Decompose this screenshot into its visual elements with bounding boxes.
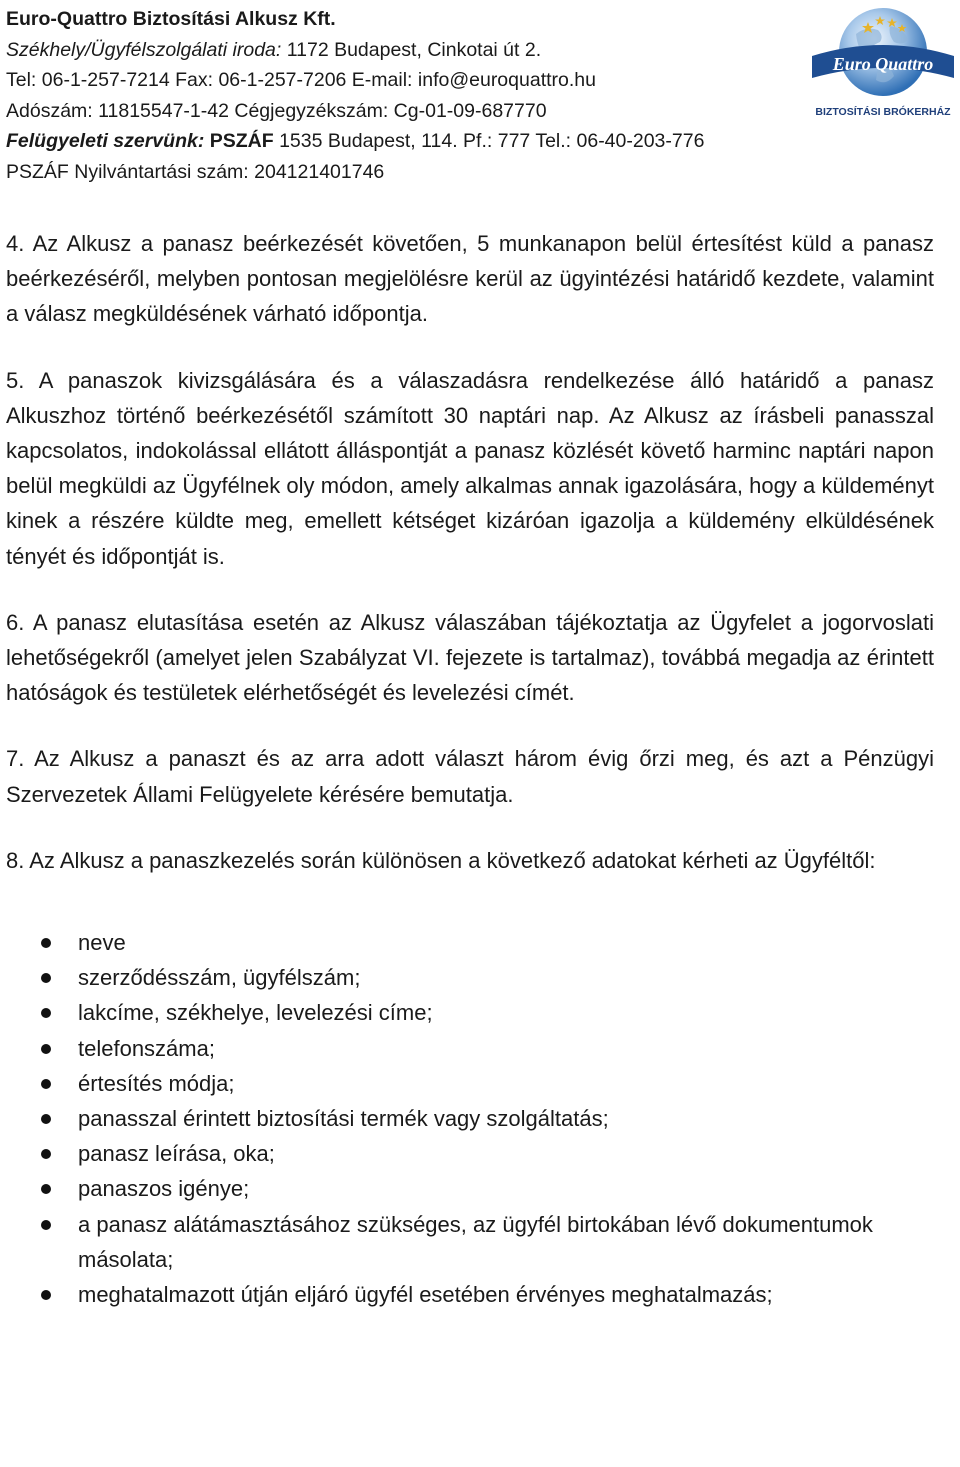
- list-item: meghatalmazott útján eljáró ügyfél esetében érvényes meghatalmazás;: [6, 1277, 934, 1312]
- list-item: értesítés módja;: [6, 1066, 934, 1101]
- bullet-icon: [41, 1044, 51, 1054]
- paragraph-6: 6. A panasz elutasítása esetén az Alkusz válaszában tájékoztatja az Ügyfelet a jogorvoslati lehetőségekről (amelyet jelen Szabályzat VI. fejezete is tartalmaz), továbbá megadja az érintett hatóságok és testületek elérhetőségét és levelezési címét.: [6, 609, 934, 706]
- list-item: telefonszáma;: [6, 1031, 934, 1066]
- paragraph-7: 7. Az Alkusz a panaszt és az arra adott választ három évig őrzi meg, és azt a Pénzügyi Szervezetek Állami Felügyelete kérésére bemutatja.: [6, 746, 934, 807]
- bullet-icon: [41, 938, 51, 948]
- paragraph-8: 8. Az Alkusz a panaszkezelés során különösen a következő adatokat kérheti az Ügyféltől:: [6, 847, 876, 873]
- bullet-icon: [41, 1079, 51, 1089]
- euro-quattro-logo: [808, 4, 958, 122]
- list-item: neve: [6, 925, 934, 960]
- bullet-icon: [41, 1184, 51, 1194]
- list-item: a panasz alátámasztásához szükséges, az ügyfél birtokában lévő dokumentumok másolata;: [6, 1207, 934, 1277]
- bullet-icon: [41, 1008, 51, 1018]
- bullet-icon: [41, 1114, 51, 1124]
- tax-line: Adószám: 11815547-1-42 Cégjegyzékszám: Cg-01-09-687770: [6, 99, 547, 122]
- letterhead: [6, 4, 796, 187]
- registry-line: PSZÁF Nyilvántartási szám: 204121401746: [6, 160, 385, 183]
- bullet-icon: [41, 1149, 51, 1159]
- list-item: panaszos igénye;: [6, 1171, 934, 1206]
- contact-line: Tel: 06-1-257-7214 Fax: 06-1-257-7206 E-mail: info@euroquattro.hu: [6, 69, 596, 91]
- supervisor-name: PSZÁF: [204, 130, 274, 152]
- supervisor-line: [6, 126, 796, 157]
- logo-brand-text: Euro Quattro: [832, 54, 934, 74]
- list-item: panasz leírása, oka;: [6, 1136, 934, 1171]
- office-address: [6, 35, 796, 66]
- list-item: panasszal érintett biztosítási termék vagy szolgáltatás;: [6, 1101, 934, 1136]
- company-name: Euro-Quattro Biztosítási Alkusz Kft.: [6, 8, 336, 30]
- office-value: 1172 Budapest, Cinkotai út 2.: [281, 38, 542, 61]
- paragraph-4: 4. Az Alkusz a panasz beérkezését követően, 5 munkanapon belül értesítést küld a panasz beérkezéséről, melyben pontosan megjelölésre kerül az ügyintézési határidő kezdete, valamint a válasz megküldésének várható időpontja.: [6, 231, 934, 327]
- requested-data-list: [6, 925, 934, 1312]
- bullet-icon: [41, 1220, 51, 1230]
- supervisor-label: Felügyeleti szervünk:: [6, 130, 205, 152]
- office-label: Székhely/Ügyfélszolgálati iroda:: [6, 38, 282, 61]
- bullet-icon: [41, 1290, 51, 1300]
- supervisor-value: 1535 Budapest, 114. Pf.: 777 Tel.: 06-40-203-776: [273, 130, 705, 152]
- bullet-icon: [41, 973, 51, 983]
- list-item: szerződésszám, ügyfélszám;: [6, 960, 934, 995]
- document-body: [6, 226, 934, 1312]
- logo-tagline: BIZTOSÍTÁSI BRÓKERHÁZ: [815, 106, 951, 118]
- paragraph-5: 5. A panaszok kivizsgálására és a válaszadásra rendelkezése álló határidő a panasz Alkuszhoz történő beérkezésétől számított 30 naptári nap. Az Alkusz az írásbeli panasszal kapcsolatos, indokolással ellátott álláspontját a panasz közlését követő harminc naptári napon belül megküldi az Ügyfélnek oly módon, amely alkalmas annak igazolására, hogy a küldeményt kinek a részére küldte meg, emellett kétséget kizáróan igazolja a küldemény elküldésének tényét és időpontját is.: [6, 367, 934, 569]
- list-item: lakcíme, székhelye, levelezési címe;: [6, 995, 934, 1030]
